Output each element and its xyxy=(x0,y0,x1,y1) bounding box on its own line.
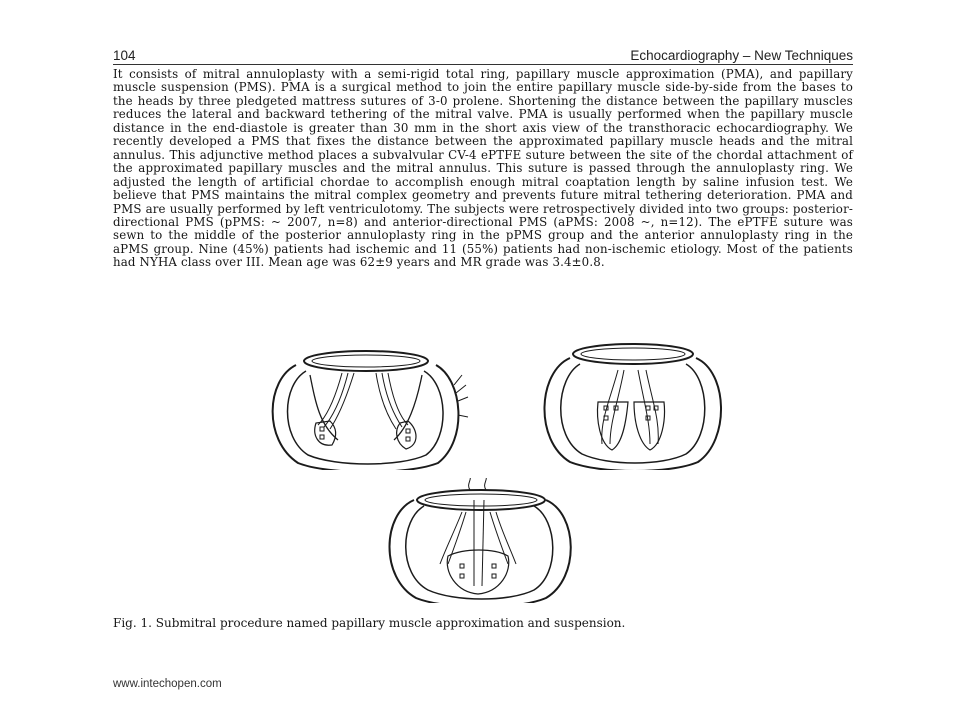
body-paragraph: It consists of mitral annuloplasty with a semi-rigid total ring, papillary muscle approximation (PMA), and papillary muscle suspension (PMS). PMA is a surgical method to join the entire papillary muscle side-by-side from the bases to the heads by three pledgeted mattress sutures of 3-0 prolene. Shortening the distance between the papillary muscles reduces the lateral and backward tethering of the mitral valve. PMA is usually performed when the papillary muscle distance in the end-diastole is greater than 30 mm in the short axis view of the transthoracic echocardiography. We recently developed a PMS that fixes the distance between the approximated papillary muscle heads and the mitral annulus. This adjunctive method places a subvalvular CV-4 ePTFE suture between the site of the chordal attachment of the approximated papillary muscles and the mitral annulus. This suture is passed through the annuloplasty ring. We adjusted the length of artificial chordae to accomplish enough mitral coaptation length by saline infusion test. We believe that PMS maintains the mitral complex geometry and prevents future mitral tethering deterioration. PMA and PMS are usually performed by left ventriculotomy. The subjects were retrospectively divided into two groups: posterior-directional PMS (pPMS: ~ 2007, n=8) and anterior-directional PMS (aPMS: 2008 ~, n=12). The ePTFE suture was sewn to the middle of the posterior annuloplasty ring in the pPMS group and the anterior annuloplasty ring in the aPMS group. Nine (45%) patients had ischemic and 11 (55%) patients had non-ischemic etiology. Most of the patients had NYHA class over III. Mean age was 62±9 years and MR grade was 3.4±0.8. xyxy=(113,67,853,270)
running-title: Echocardiography – New Techniques xyxy=(630,48,853,63)
footer-url: www.intechopen.com xyxy=(113,678,222,690)
heart-illustration-muscle-suspension xyxy=(374,478,589,603)
heart-illustration-approximated-muscles xyxy=(530,340,735,470)
header-rule xyxy=(113,64,853,65)
heart-illustration-separated-muscles xyxy=(258,345,478,470)
figure-caption: Fig. 1. Submitral procedure named papillary muscle approximation and suspension. xyxy=(113,616,626,630)
page-number: 104 xyxy=(113,48,136,63)
